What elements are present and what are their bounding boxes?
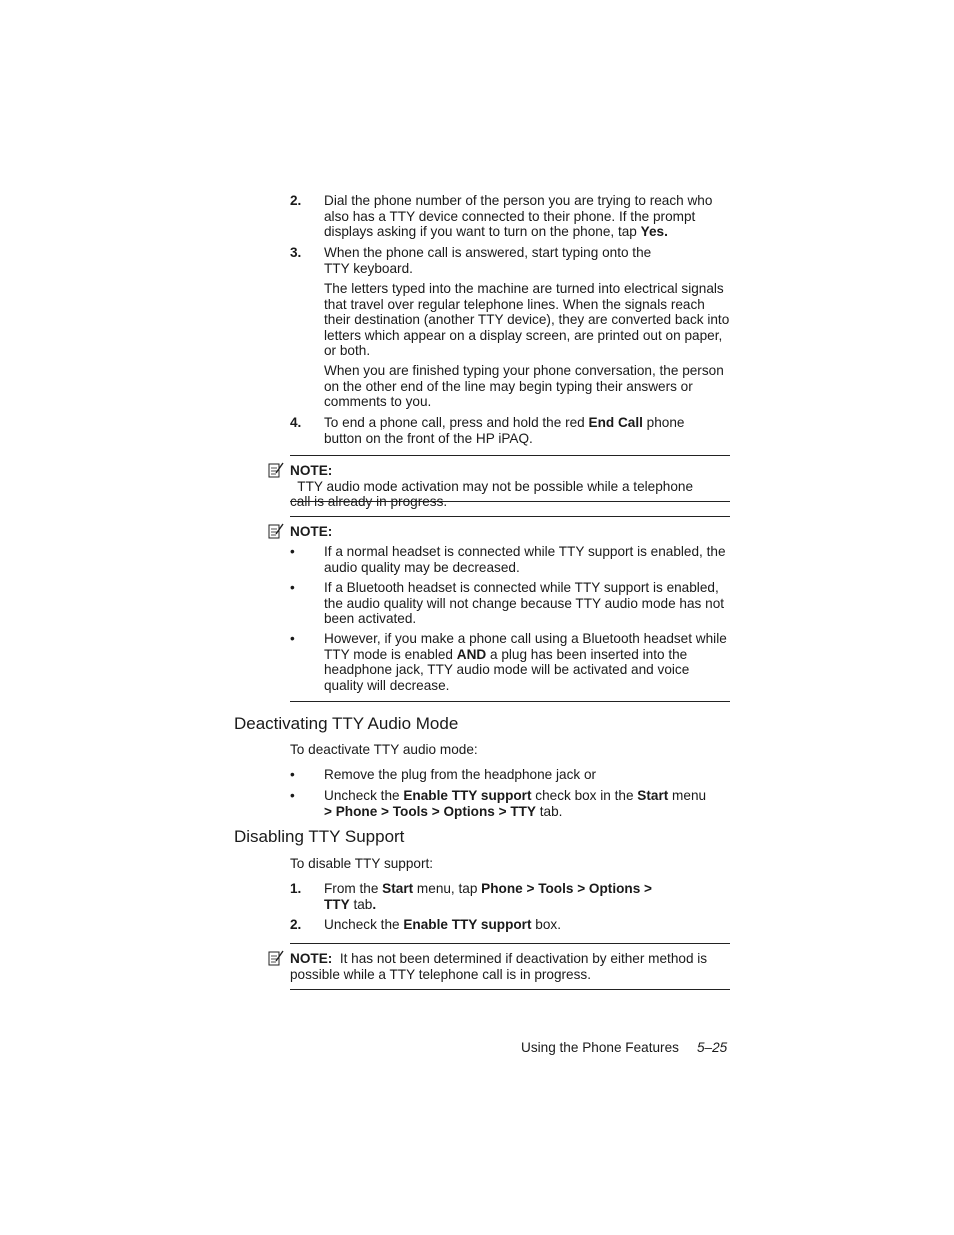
text-line	[290, 951, 730, 967]
text-line: When the phone call is answered, start typing onto the	[324, 245, 652, 260]
text-run: phone	[642, 415, 685, 430]
step-number: 2.	[290, 193, 302, 208]
section-intro: To deactivate TTY audio mode:	[290, 742, 478, 757]
text-line: also has a TTY device connected to their phone. If the prompt	[324, 208, 696, 224]
text-line	[324, 224, 734, 240]
note-2-bullet-2	[324, 580, 734, 627]
bold-term: Enable TTY support	[403, 917, 532, 932]
text-line: If a Bluetooth headset is connected while TTY support is enabled,	[324, 580, 719, 595]
step-number: 1.	[290, 881, 302, 896]
divider	[290, 516, 730, 517]
text-line: their destination (another TTY device), they are converted back into	[324, 312, 730, 328]
bold-term: Phone > Tools > Options >	[481, 881, 652, 896]
divider	[290, 455, 730, 456]
section-intro: To disable TTY support:	[290, 856, 434, 871]
bold-term: End Call	[588, 415, 643, 430]
text-run: tab	[349, 896, 373, 912]
text-run: From the	[324, 881, 383, 896]
section-heading: Disabling TTY Support	[234, 827, 405, 846]
deact-bullet-2	[324, 788, 734, 819]
text-run: displays asking if you want to turn on the phone, tap	[324, 224, 641, 240]
text-line	[290, 463, 730, 494]
divider	[290, 701, 730, 702]
text-line: call is already in progress.	[290, 494, 448, 510]
bullet: •	[290, 580, 295, 595]
text-run: TTY mode is enabled	[324, 646, 457, 662]
text-line: When you are finished typing your phone conversation, the person	[324, 363, 724, 378]
text-run: It has not been determined if deactivation by either method is	[332, 951, 708, 966]
text-line: TTY keyboard.	[324, 260, 413, 276]
step-3-paragraph-1	[324, 281, 734, 359]
step-number: 4.	[290, 415, 302, 430]
text-line: headphone jack, TTY audio mode will be activated and voice	[324, 662, 690, 678]
text-line: letters which appear on a display screen, are printed out on paper,	[324, 327, 723, 343]
bold-term: TTY	[324, 896, 350, 912]
text-line: If a normal headset is connected while TTY support is enabled, the	[324, 544, 726, 559]
text-run: box.	[531, 917, 561, 932]
disable-step-1	[324, 881, 734, 912]
text-run: TTY audio mode activation may not be possible while a telephone	[290, 478, 694, 494]
text-line: that travel over regular telephone lines. When the signals reach	[324, 296, 705, 312]
bold-term: .	[372, 896, 377, 912]
text-line	[324, 804, 734, 820]
bullet: •	[290, 788, 295, 803]
page-number: 5–25	[697, 1040, 728, 1055]
text-line: quality will decrease.	[324, 677, 450, 693]
text-line: Dial the phone number of the person you are trying to reach who	[324, 193, 713, 208]
divider	[290, 989, 730, 990]
text-line: the audio quality will not change because TTY audio mode has not	[324, 595, 725, 611]
text-run: Uncheck the	[324, 788, 404, 803]
text-line: The letters typed into the machine are turned into electrical signals	[324, 281, 724, 296]
step-number: 2.	[290, 917, 302, 932]
text-line: However, if you make a phone call using a Bluetooth headset while	[324, 631, 727, 646]
text-line	[324, 897, 734, 913]
text-line	[324, 647, 734, 663]
text-line	[324, 788, 734, 804]
step-2-text	[324, 193, 734, 240]
deact-bullet-1: Remove the plug from the headphone jack or	[324, 767, 597, 782]
note-2-bullet-1	[324, 544, 734, 575]
step-4-text	[324, 415, 734, 446]
bold-term: Start	[382, 881, 414, 896]
step-number: 3.	[290, 245, 302, 260]
text-run: tab.	[536, 803, 563, 819]
footer-section-title: Using the Phone Features	[521, 1040, 679, 1055]
bold-term: Start	[637, 788, 669, 803]
note-label: NOTE:	[290, 524, 333, 539]
section-heading: Deactivating TTY Audio Mode	[234, 714, 459, 733]
text-run: menu	[668, 788, 707, 803]
text-line	[324, 415, 734, 431]
text-line: possible while a TTY telephone call is in progress.	[290, 966, 591, 982]
bold-term: Enable TTY support	[403, 788, 532, 803]
text-run: To end a phone call, press and hold the red	[324, 415, 589, 430]
text-line: audio quality may be decreased.	[324, 559, 520, 575]
note-icon	[267, 522, 285, 540]
text-line: on the other end of the line may begin typing their answers or	[324, 378, 693, 394]
note-1	[290, 463, 730, 510]
note-3	[290, 951, 730, 982]
bullet: •	[290, 631, 295, 646]
note-2-label	[290, 524, 332, 540]
bold-term: AND	[456, 646, 487, 662]
text-run: menu, tap	[413, 881, 482, 896]
text-line	[324, 881, 734, 897]
step-3-text	[324, 245, 734, 276]
note-2-bullet-3	[324, 631, 734, 693]
note-icon	[267, 949, 285, 967]
divider	[290, 501, 730, 502]
text-run: check box in the	[531, 788, 638, 803]
bullet: •	[290, 544, 295, 559]
text-run: Uncheck the	[324, 917, 404, 932]
bold-term: Yes.	[640, 224, 668, 240]
step-3-paragraph-2	[324, 363, 734, 410]
text-line: been activated.	[324, 611, 417, 627]
note-label: NOTE:	[290, 951, 333, 966]
note-icon	[267, 461, 285, 479]
text-line: button on the front of the HP iPAQ.	[324, 430, 533, 446]
text-run: a plug has been inserted into the	[486, 646, 688, 662]
bullet: •	[290, 767, 295, 782]
note-label: NOTE:	[290, 463, 333, 478]
text-line: or both.	[324, 343, 371, 359]
text-line: comments to you.	[324, 394, 432, 410]
bold-term: > Phone > Tools > Options > TTY	[324, 803, 536, 819]
disable-step-2	[324, 917, 734, 933]
divider	[290, 943, 730, 944]
